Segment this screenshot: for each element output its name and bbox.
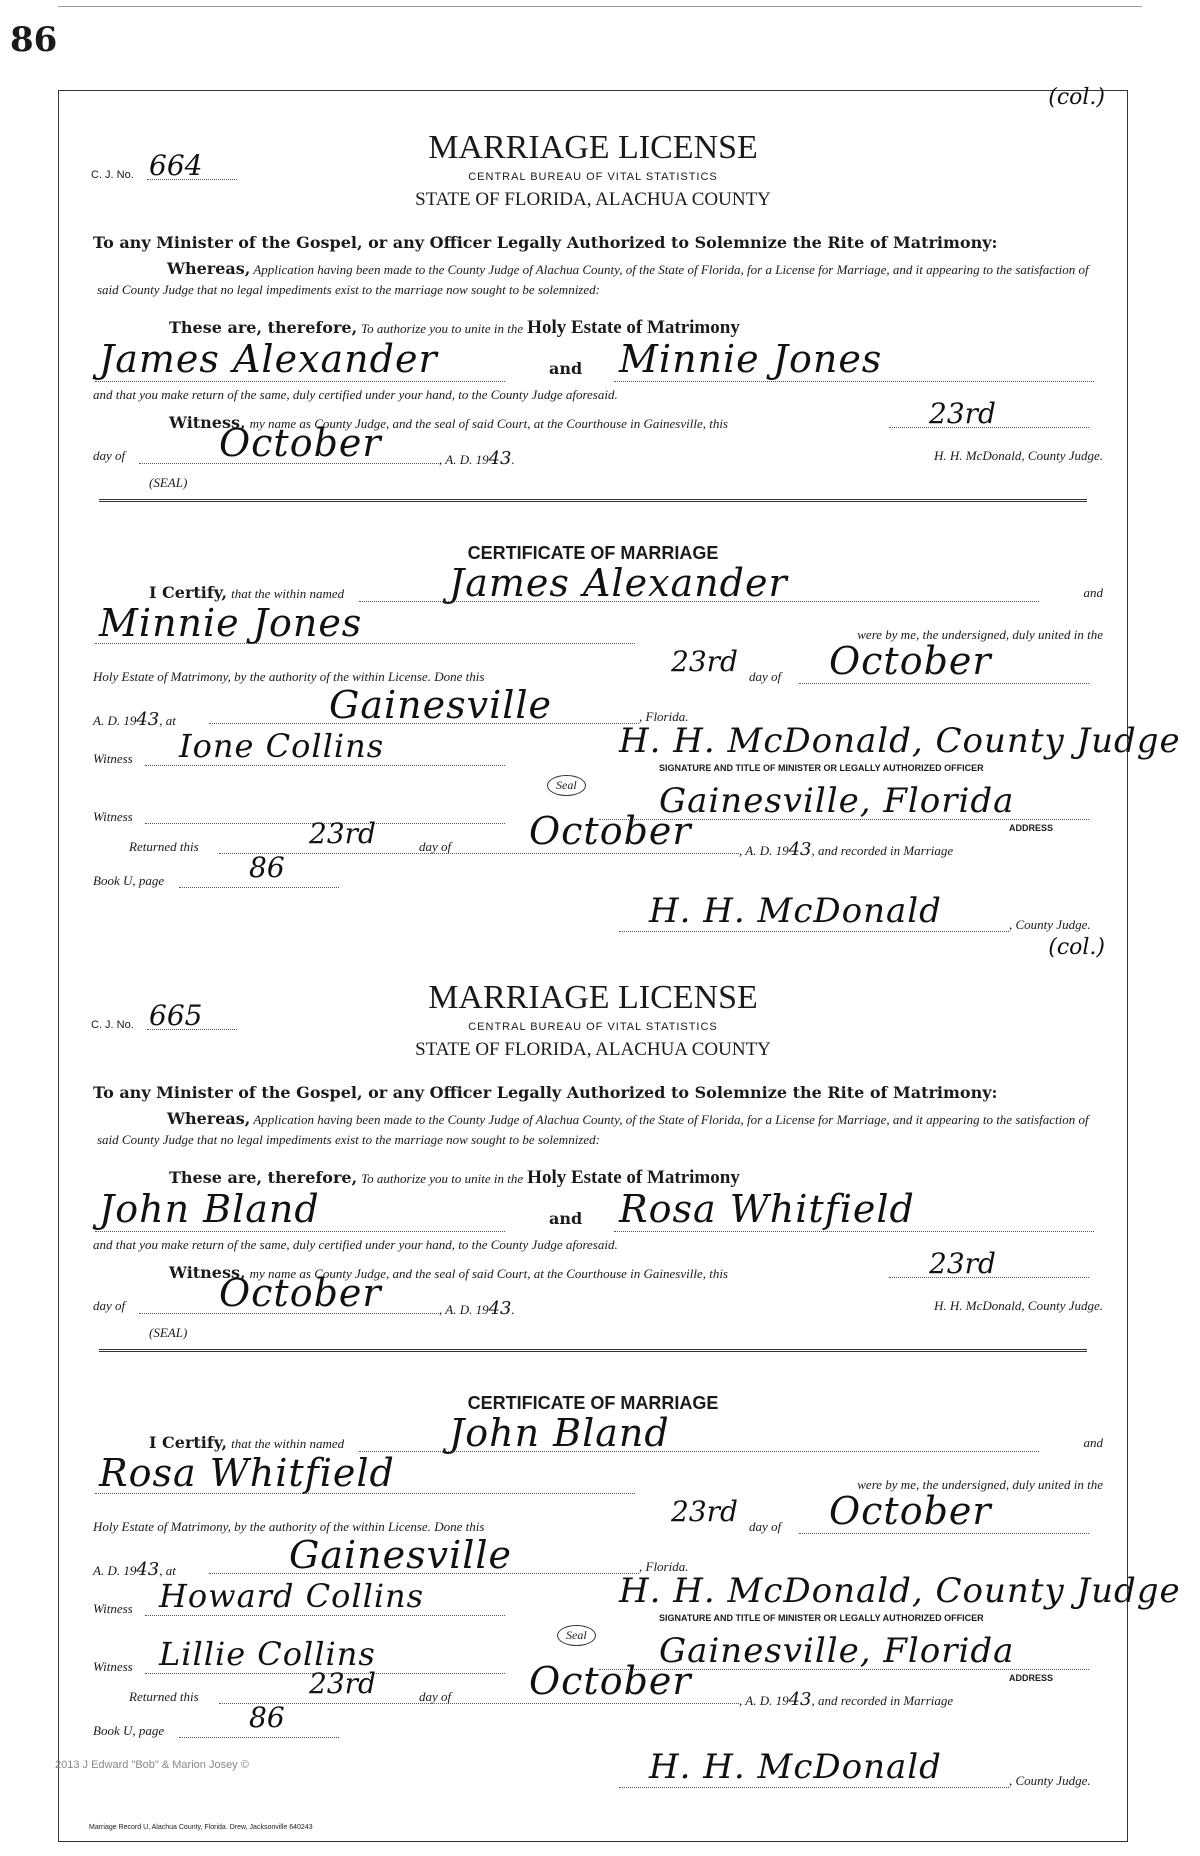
document-frame (55, 85, 1181, 1842)
top-rule (58, 6, 1142, 7)
witness2-label: Witness (93, 809, 133, 824)
witness-text: my name as County Judge, and the seal of said Court, at the Courthouse in Gainesville, this (249, 1266, 728, 1281)
florida-label: , Florida. (639, 1559, 689, 1574)
day-of-label: day of (93, 448, 126, 463)
officiant-address: Gainesville, Florida (659, 1631, 1015, 1671)
returned-label: Returned this (129, 839, 199, 854)
cert-day: 23rd (671, 645, 738, 678)
at-label: , at (159, 713, 176, 728)
page-number: 86 (10, 20, 58, 60)
state-county: STATE OF FLORIDA, ALACHUA COUNTY (415, 1039, 771, 1060)
cert-year: 43 (136, 709, 160, 730)
cert-month: October (829, 1489, 992, 1533)
whereas-paragraph (97, 259, 1093, 300)
recorder-signature: H. H. McDonald (649, 1747, 942, 1787)
returned-day: 23rd (309, 817, 376, 850)
ad-label: , A. D. 19 (439, 1302, 489, 1317)
returned-day-of: day of (419, 839, 452, 854)
these-lead: These are, therefore, (169, 1168, 358, 1187)
license-title: MARRIAGE LICENSE (428, 129, 758, 166)
cj-number: 664 (149, 149, 203, 182)
witness2-label: Witness (93, 1659, 133, 1674)
county-judge-label: , County Judge. (1009, 1773, 1091, 1788)
certificate-title: CERTIFICATE OF MARRIAGE (467, 543, 719, 563)
witness1-name: Ione Collins (179, 727, 385, 765)
returned-ad-label: , A. D. 19 (739, 1693, 789, 1708)
whereas-text: Application having been made to the County Judge of Alachua County, of the State of Florida, for a License for Marriage, and it appearing to the satisfaction of said County Judge that no legal impediments exist to the marriage now sought to be solemnized: (97, 1112, 1089, 1147)
groom-name: John Bland (99, 1187, 320, 1231)
seal-stamp-text: Seal (557, 1625, 596, 1646)
returned-day-of: day of (419, 1689, 452, 1704)
print-footer: Marriage Record U, Alachua County, Florida. Drew, Jacksonville 640243 (89, 1824, 313, 1831)
returned-year: 43 (788, 839, 812, 860)
officiant-signature: H. H. McDonald, County Judge (619, 721, 1181, 761)
seal-stamp (547, 775, 586, 796)
marriage-place: Gainesville (289, 1533, 513, 1577)
ad-year: , A. D. 1943. (439, 448, 515, 469)
judge-name: H. H. McDonald, County Judge. (934, 448, 1103, 463)
holy-estate: Holy Estate of Matrimony (527, 317, 740, 338)
state-county: STATE OF FLORIDA, ALACHUA COUNTY (415, 189, 771, 210)
copyright-watermark: 2013 J Edward "Bob" & Marion Josey © (55, 1759, 249, 1771)
witness-lead: Witness, (169, 413, 246, 432)
corner-note: (col.) (1048, 85, 1105, 110)
seal-label: (SEAL) (149, 1325, 188, 1340)
bride-name: Rosa Whitfield (619, 1187, 915, 1231)
florida-label: , Florida. (639, 709, 689, 724)
cert-ad-label: A. D. 19 (93, 1563, 137, 1578)
license-block (59, 85, 1181, 966)
bride-name: Minnie Jones (619, 337, 883, 381)
these-lead: These are, therefore, (169, 318, 358, 337)
marriage-place: Gainesville (329, 683, 553, 727)
license-month: October (219, 1271, 382, 1315)
returned-ad-label: , A. D. 19 (739, 843, 789, 858)
cert-ad (93, 709, 176, 730)
groom-name: James Alexander (99, 337, 438, 381)
officiant-caption: SIGNATURE AND TITLE OF MINISTER OR LEGALLY AUTHORIZED OFFICER (659, 1613, 984, 1623)
cert-day: 23rd (671, 1495, 738, 1528)
cert-groom: John Bland (449, 1411, 670, 1455)
recorded-text: , and recorded in Marriage (811, 843, 954, 858)
united-text: were by me, the undersigned, duly united in the (857, 627, 1103, 642)
section-divider (99, 1349, 1087, 1352)
recorder-signature: H. H. McDonald (649, 891, 942, 931)
officiant-address: Gainesville, Florida (659, 781, 1015, 821)
ad-year: , A. D. 1943. (439, 1298, 515, 1319)
book-label: Book U, page (93, 1723, 165, 1738)
witness1-name: Howard Collins (159, 1577, 425, 1615)
returned-label: Returned this (129, 1689, 199, 1704)
judge-name: H. H. McDonald, County Judge. (934, 1298, 1103, 1313)
license-block (59, 935, 1181, 1831)
county-judge-label: , County Judge. (1009, 917, 1091, 932)
return-text: and that you make return of the same, duly certified under your hand, to the County Judge aforesaid. (93, 387, 618, 402)
certify-line (149, 583, 344, 603)
cert-day-of: day of (749, 669, 782, 684)
witness2-name: Lillie Collins (159, 1635, 376, 1673)
whereas-lead: Whereas, (167, 259, 251, 278)
seal-label: (SEAL) (149, 475, 188, 490)
license-year: 43 (488, 448, 512, 469)
certificate-title: CERTIFICATE OF MARRIAGE (467, 1393, 719, 1413)
license-month: October (219, 421, 382, 465)
returned-month: October (529, 809, 692, 853)
cj-label: C. J. No. (91, 1019, 134, 1031)
returned-ad (739, 1689, 953, 1710)
certify-text: that the within named (231, 1436, 345, 1451)
address-caption: ADDRESS (1009, 1673, 1054, 1683)
certify-lead: I Certify, (149, 583, 228, 602)
return-text: and that you make return of the same, duly certified under your hand, to the County Judge aforesaid. (93, 1237, 618, 1252)
and-word: and (549, 359, 583, 378)
whereas-paragraph (97, 1109, 1093, 1150)
returned-year: 43 (788, 1689, 812, 1710)
cert-bride: Rosa Whitfield (99, 1451, 395, 1495)
cert-and: and (1083, 585, 1103, 600)
these-text: To authorize you to unite in the (361, 1171, 524, 1186)
witness1-label: Witness (93, 1601, 133, 1616)
cert-year: 43 (136, 1559, 160, 1580)
cert-ad-label: A. D. 19 (93, 713, 137, 728)
at-label: , at (159, 1563, 176, 1578)
license-day: 23rd (929, 1247, 996, 1280)
returned-day: 23rd (309, 1667, 376, 1700)
returned-month: October (529, 1659, 692, 1703)
and-word: and (549, 1209, 583, 1228)
license-title: MARRIAGE LICENSE (428, 979, 758, 1016)
license-day: 23rd (929, 397, 996, 430)
license-subtitle: CENTRAL BUREAU OF VITAL STATISTICS (468, 171, 718, 183)
book-label: Book U, page (93, 873, 165, 888)
united-text: were by me, the undersigned, duly united in the (857, 1477, 1103, 1492)
holy-text: Holy Estate of Matrimony, by the authority of the within License. Done this (93, 669, 485, 684)
seal-stamp-text: Seal (547, 775, 586, 796)
day-of-label: day of (93, 1298, 126, 1313)
cert-bride: Minnie Jones (99, 601, 363, 645)
officiant-caption: SIGNATURE AND TITLE OF MINISTER OR LEGALLY AUTHORIZED OFFICER (659, 763, 984, 773)
license-subtitle: CENTRAL BUREAU OF VITAL STATISTICS (468, 1021, 718, 1033)
book-page: 86 (249, 851, 285, 884)
holy-text: Holy Estate of Matrimony, by the authority of the within License. Done this (93, 1519, 485, 1534)
witness-text: my name as County Judge, and the seal of said Court, at the Courthouse in Gainesville, this (249, 416, 728, 431)
whereas-lead: Whereas, (167, 1109, 251, 1128)
cert-groom: James Alexander (449, 561, 788, 605)
these-line (169, 1167, 740, 1189)
certify-lead: I Certify, (149, 1433, 228, 1452)
officiant-signature: H. H. McDonald, County Judge (619, 1571, 1181, 1611)
holy-estate: Holy Estate of Matrimony (527, 1167, 740, 1188)
ad-label: , A. D. 19 (439, 452, 489, 467)
witness-lead: Witness, (169, 1263, 246, 1282)
these-text: To authorize you to unite in the (361, 321, 524, 336)
witness1-label: Witness (93, 751, 133, 766)
returned-ad (739, 839, 953, 860)
cert-and: and (1083, 1435, 1103, 1450)
whereas-text: Application having been made to the County Judge of Alachua County, of the State of Florida, for a License for Marriage, and it appearing to the satisfaction of said County Judge that no legal impediments exist to the marriage now sought to be solemnized: (97, 262, 1089, 297)
seal-stamp (557, 1625, 596, 1646)
license-year: 43 (488, 1298, 512, 1319)
corner-note: (col.) (1048, 935, 1105, 960)
section-divider (99, 499, 1087, 502)
these-line (169, 317, 740, 339)
cj-number: 665 (149, 999, 203, 1032)
cert-day-of: day of (749, 1519, 782, 1534)
cert-month: October (829, 639, 992, 683)
certify-line (149, 1433, 344, 1453)
address-line: To any Minister of the Gospel, or any Officer Legally Authorized to Solemnize the Rite of Matrimony: (93, 1083, 998, 1102)
certify-text: that the within named (231, 586, 345, 601)
address-caption: ADDRESS (1009, 823, 1054, 833)
book-page: 86 (249, 1701, 285, 1734)
recorded-text: , and recorded in Marriage (811, 1693, 954, 1708)
cj-label: C. J. No. (91, 169, 134, 181)
address-line: To any Minister of the Gospel, or any Officer Legally Authorized to Solemnize the Rite of Matrimony: (93, 233, 998, 252)
